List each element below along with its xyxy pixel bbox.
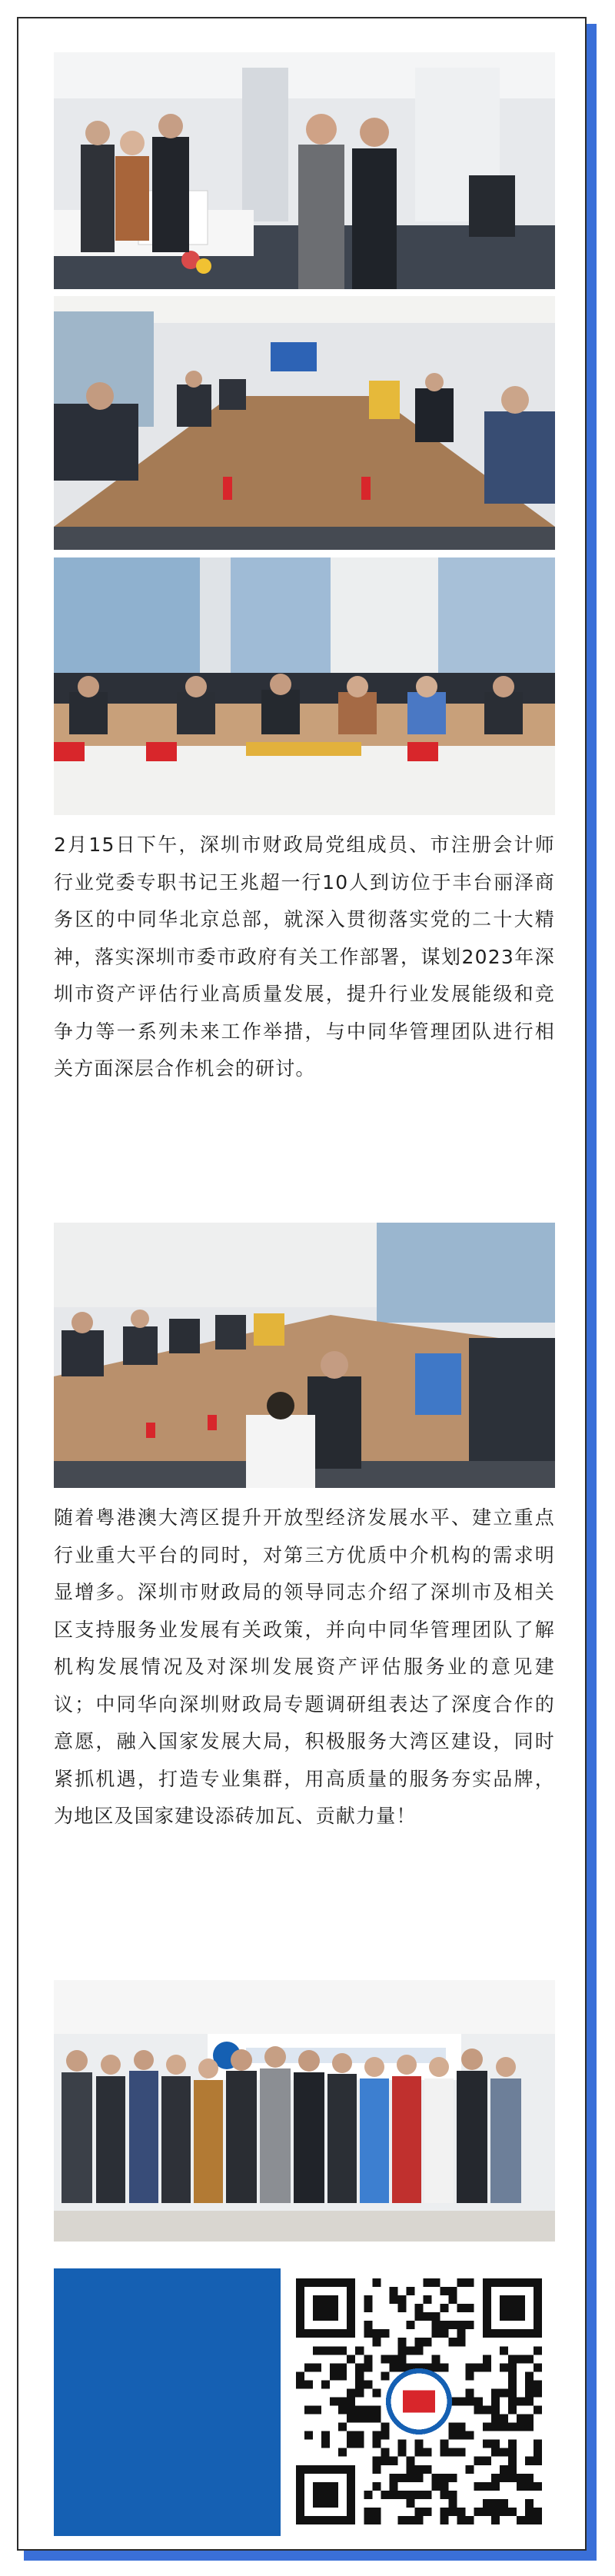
qr-code-icon [296,2278,542,2524]
paragraph-visit-intro: 2月15日下午，深圳市财政局党组成员、市注册会计师行业党委专职书记王兆超一行10人到访位于丰台丽泽商务区的中同华北京总部，就深入贯彻落实党的二十大精神，落实深圳市委市政府有关工作部署，谋划2023年深圳市资产评估行业高质量发展，提升行业发展能级和竞争力等一系列未来工作举措，与中同华管理团队进行相关方面深层合作机会的研讨。 [54,834,555,1080]
paragraph-cooperation: 随着粤港澳大湾区提升开放型经济发展水平、建立重点行业重大平台的同时，对第三方优质中介机构的需求明显增多。深圳市财政局的领导同志介绍了深圳市及相关区支持服务业发展有关政策，并向中同华管理团队了解机构发展情况及对深圳发展资产评估服务业的意见建议；中同华向深圳财政局专题调研组表达了深度合作的意愿，融入国家发展大局，积极服务大湾区建设，同时紧抓机遇，打造专业集群，用高质量的服务夯实品牌，为地区及国家建设添砖加瓦、贡献力量！ [54,1506,555,1827]
meeting-long-table-photo [54,296,555,550]
meeting-window-photo [54,557,555,815]
brand-color-block [54,2268,281,2536]
group-photo [54,1980,555,2242]
meeting-side-photo [54,1223,555,1488]
visit-photo [54,52,555,289]
